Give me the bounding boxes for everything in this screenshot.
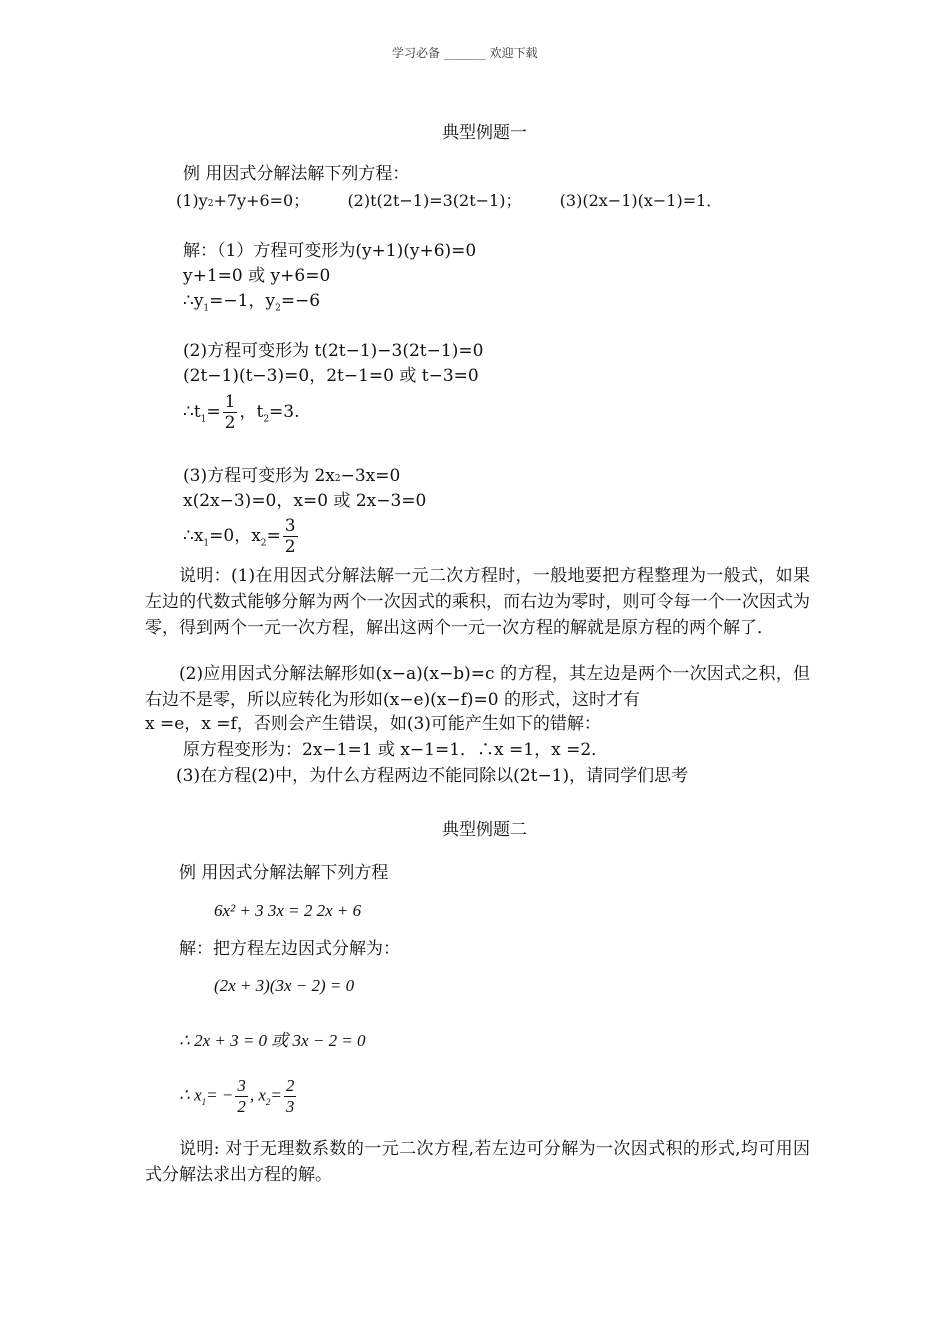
header-right: 欢迎下载 <box>489 46 538 60</box>
fraction-neg-three-halves: $\frac{3}{2}$ <box>237 1076 246 1116</box>
example2-split: ∴ 2x + 3 = 0 或 3x − 2 = 0 <box>179 1031 366 1050</box>
note1-paragraph: 说明：(1)在用因式分解法解一元二次方程时，一般地要把方程整理为一般式，如果左边的代数式能够分解为两个一次因式的乘积，而右边为零时，则可令每一个一次因式为零，得到两个一元一次方程，解出这两个一元一次方程的解就是原方程的两个解了． <box>145 566 810 638</box>
example2-step-label: 解：把方程左边因式分解为： <box>179 939 400 959</box>
example1-problems <box>176 190 722 215</box>
sol1-line1: 解：（1）方程可变形为(y+1)(y+6)=0 <box>183 241 477 261</box>
example2-final: ∴ $x_1=$ − $\frac{3}{2}$ , $x_2=$ $\frac{2}{3}$ <box>179 1076 295 1116</box>
fraction-one-half: $\frac{1}{2}$ <box>224 392 236 433</box>
page-header <box>392 44 538 61</box>
fraction-three-halves: $\frac{3}{2}$ <box>284 516 296 557</box>
sol1-line2: y+1=0 或 y+6=0 <box>183 266 331 286</box>
problem-2: (2)t(2t−1)=3(2t−1)； <box>347 191 522 210</box>
example2-note: 说明: 对于无理数系数的一元二次方程,若左边可分解为一次因式积的形式,均可用因式分解法求出方程的解。 <box>145 1139 810 1185</box>
section1-title: 典型例题一 <box>442 123 527 143</box>
note3-paragraph: (3)在方程(2)中，为什么方程两边不能同除以(2t−1)，请同学们思考 <box>176 766 689 786</box>
wrong-solution: 原方程变形为：2x−1=1 或 x−1=1．∴x =1，x =2． <box>183 740 609 760</box>
sol2-line1: (2)方程可变形为 t(2t−1)−3(2t−1)=0 <box>183 341 484 361</box>
example2-prompt: 例 用因式分解法解下列方程 <box>179 863 389 883</box>
sol2-line2: (2t−1)(t−3)=0，2t−1=0 或 t−3=0 <box>183 366 479 386</box>
problem-3: (3)(2x−1)(x−1)=1． <box>559 191 723 210</box>
example2-equation: 6x² + 3 3x = 2 2x + 6 <box>214 901 362 920</box>
header-dashes: _______ <box>443 46 486 60</box>
problem-1: (1)y2+7y+6=0； <box>176 191 310 210</box>
sol3-line3: $\therefore x_1=0$，$x_2=$ $\frac{3}{2}$ <box>183 516 296 557</box>
sol1-line3: $\therefore y_1=-1$，$y_2=-6$ <box>183 291 321 314</box>
example1-prompt: 例 用因式分解法解下列方程： <box>183 164 410 184</box>
sol2-line3: $\therefore t_1=$ $\frac{1}{2}$ ，$t_2=3$. <box>183 392 300 433</box>
example2-factored: (2x + 3)(3x − 2) = 0 <box>214 976 355 995</box>
note2-paragraph: (2)应用因式分解法解形如(x−a)(x−b)=c 的方程，其左边是两个一次因式之积，但右边不是零，所以应转化为形如(x−e)(x−f)=0 的形式，这时才有 <box>145 664 810 710</box>
sol3-line2: x(2x−3)=0，x=0 或 2x−3=0 <box>183 491 427 511</box>
note2-end: x =e，x =f，否则会产生错误，如(3)可能产生如下的错解： <box>145 714 601 734</box>
sol3-line1: (3)方程可变形为 2x2−3x=0 <box>183 466 401 486</box>
section2-title: 典型例题二 <box>442 820 527 840</box>
fraction-two-thirds: $\frac{2}{3}$ <box>285 1076 295 1116</box>
header-left: 学习必备 <box>392 46 441 60</box>
